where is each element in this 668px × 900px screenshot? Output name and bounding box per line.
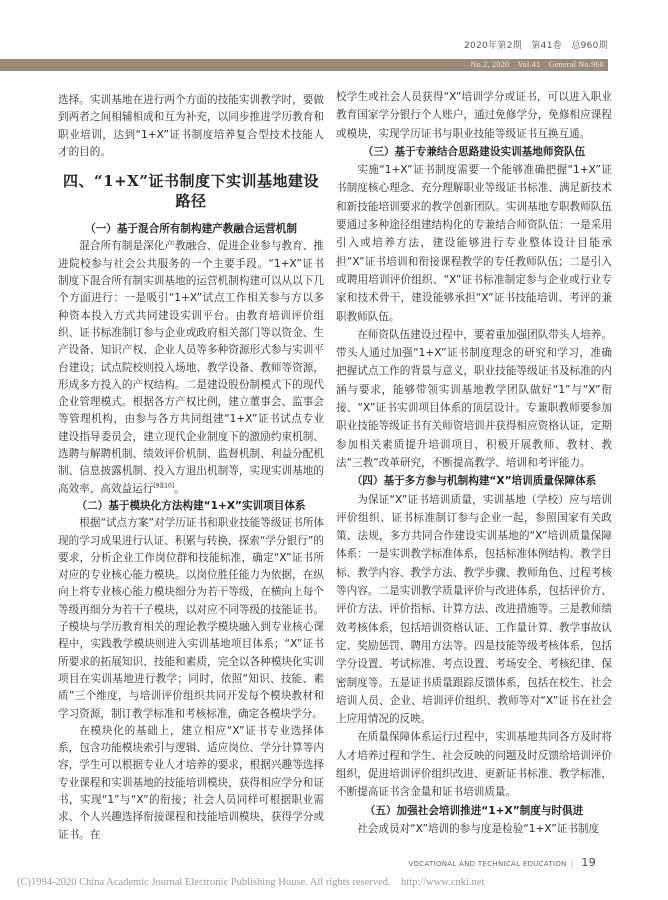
subsection-4-paragraph-2: 在质量保障体系运行过程中，实训基地共同各方及时将人才培养过程和学生、社会反映的问题及时反馈给培训评价组织，促进培训评价组织改进、更新证书标准、教学标准，不断提高证书含金量和证书培训质量。: [336, 731, 612, 799]
intro-paragraph: 选择。实训基地在进行两个方面的技能实训教学时，要做到两者之间相辅相成和互为补充，以同步推进学历教育和职业培训，达到“1+X”证书制度培养复合型技术技能人才的目的。: [58, 94, 324, 158]
copyright-notice: (C)1994-2020 China Academic Journal Electronic Publishing House. All rights reserved. http://www.cnki.net: [17, 877, 485, 888]
header-band: [0, 59, 608, 71]
subsection-3-paragraph-2: 在师资队伍建设过程中，要着重加强团队带头人培养。带头人通过加强“1+X”证书制度理念的研究和学习，准确把握试点工作的背景与意义，职业技能等级证书及标准的内涵与要求，能够带领实训基地教学团队做好“1”与“X”衔接、“X”证书实训项目体系的顶层设计。专兼职教师要参加职业技能等级证书有关师资培训并获得相应资格认证，定期参加相关素质提升培训项目，积极开展教师、教材、教法“三教”改革研究，不断提高教学、培训和考评能力。: [336, 328, 612, 469]
subsection-5-paragraph: 社会成员对“X”培训的参与度是检验“1+X”证书制度: [357, 822, 600, 835]
page-number: 19: [581, 856, 596, 869]
subsection-title-3: （三）基于专兼结合思路建设实训基地师资队伍: [362, 145, 586, 158]
subsection-title-2: （二）基于模块化方法构建“1+X”实训项目体系: [76, 499, 306, 512]
subsection-1-paragraph: [58, 238, 324, 497]
subsection-2-paragraph-2: 在模块化的基础上，建立相应“X”证书专业选择体系，包含功能模块索引与逻辑、适应岗位、学分计算等内容，学生可以根据专业人才培养的要求，根据兴趣等选择专业课程和实训基地的技能培训模块，获得相应学分和证书，实现“1”与“X”的衔接；社会人员同样可根据职业需求、个人兴趣选择衔接课程和技能培训模块，获得学分或证书。在: [58, 724, 324, 841]
section-title: 四、“1+X”证书制度下实训基地建设路径: [63, 172, 319, 211]
subsection-title-1: （一）基于混合所有制构建产教融合运营机制: [85, 223, 297, 236]
subsection-title-5: （五）加强社会培训推进“1+X”制度与时俱进: [364, 804, 584, 817]
right-column: [336, 88, 612, 852]
subsection-1-end: 。: [174, 482, 185, 495]
left-column: [58, 92, 324, 852]
subsection-2-paragraph-1: 根据“试点方案”对学历证书和职业技能等级证书所体现的学习成果进行认证、积累与转换，探索“学分银行”的要求，分析企业工作岗位群和技能标准，确定“X”证书所对应的专业核心能力模块。以岗位胜任能力为依据，在纵向上将专业核心能力模块细分为若干等级，在横向上每个等级再细分为若干子模块，以对应不同等级的技能证书。子模块与学历教育相关的理论教学模块融入到专业核心课程中，实践教学模块则进入实训基地项目体系；“X”证书所要求的拓展知识、技能和素质，完全以各种模块化实训项目在实训基地进行教学；同时，依照“知识、技能、素质”三个维度，与培训评价组织共同开发每个模块教材和学习资源，制订教学标准和考核标准，确定各模块学分。: [58, 517, 324, 720]
journal-name-en: VOCATIONAL AND TECHNICAL EDUCATION: [408, 860, 567, 868]
footer-separator: |: [570, 860, 574, 868]
citation: [9][10]: [153, 482, 175, 490]
subsection-4-paragraph-1: 为保证“X”证书培训质量，实训基地（学校）应与培训评价组织、证书标准制订参与企业一起，参照国家有关政策、法规，多方共同合作建设实训基地的“X”培训质量保障体系：一是实训教学标准体系，包括标准体例结构、教学目标、教学内容、教学方法、教学步骤、教师角色、过程考核等内容。二是实训教学质量评价与改进体系，包括评价方、评价方法、评价指标、计算方法、改进措施等。三是教师绩效考核体系，包括培训资格认证、工作量计算、教学事故认定、奖励惩罚、聘用方法等。四是技能等级考核体系，包括学分设置、考试标准、考点设置、考场安全、考核纪律、保密制度等。五是证书质量跟踪反馈体系，包括在校生、社会培训人员、企业、培训评价组织、教师等对“X”证书在社会上应用情况的反映。: [336, 493, 612, 726]
subsection-1-text: 混合所有制是深化产教融合、促进企业参与教育、推进院校参与社会公共服务的一个主要手段。“1+X”证书制度下混合所有制实训基地的运营机制构建可以从以下几个方面进行：一是吸引“1+X”试点工作相关参与方以多种资本投入方式共同建设实训平台。由教育培训评价组织、证书标准制订参与企业或政府相关部门等以资金、生产设备、知识产权、企业人员等多种资源形式参与实训平台建设；试点院校则投入场地、教学设备、教师等资源，形成多方投入的产权结构。二是建设股份制模式下的现代企业管理模式。根据各方产权比例，建立董事会、监事会等管理机构，由参与各方共同组建“1+X”证书试点专业建设指导委员会，建立现代企业制度下的激励约束机制、选聘与解聘机制、绩效评价机制、监督机制、利益分配机制、信息披露机制、投入方退出机制等，实现实训基地的高效率、高效益运行: [58, 240, 324, 495]
subsection-title-4: （四）基于多方参与机制构建“X”培训质量保障体系: [351, 475, 597, 488]
issue-info-cn: 2020年第2期 第41卷 总960期: [464, 41, 608, 51]
footer-journal-name: [408, 856, 596, 870]
subsection-3-paragraph-1: 实施“1+X”证书制度需要一个能够准确把握“1+X”证书制度核心理念、充分理解职业等级证书标准、满足新技术和新技能培训要求的教学创新团队。实训基地专职教师队伍要通过多种途径组建结构化的专兼结合师资队伍：一是采用引入或培养方法，建设能够进行专业整体设计目能承担“X”证书培训和衔接课程教学的专任教师队伍；二是引入或聘用培训评价组织、“X”证书标准制定参与企业或行业专家和技术骨干，建设能够承担“X”证书技能培训、考评的兼职教师队伍。: [336, 164, 612, 323]
continued-paragraph: 校学生或社会人员获得“X”培训学分或证书，可以进入职业教育国家学分银行个人账户，通过免修学分，免修相应课程或模块，实现学历证书与职业技能等级证书互换互通。: [336, 91, 612, 140]
issue-info-en: No.2, 2020 Vol.41 General No.960: [470, 60, 604, 69]
